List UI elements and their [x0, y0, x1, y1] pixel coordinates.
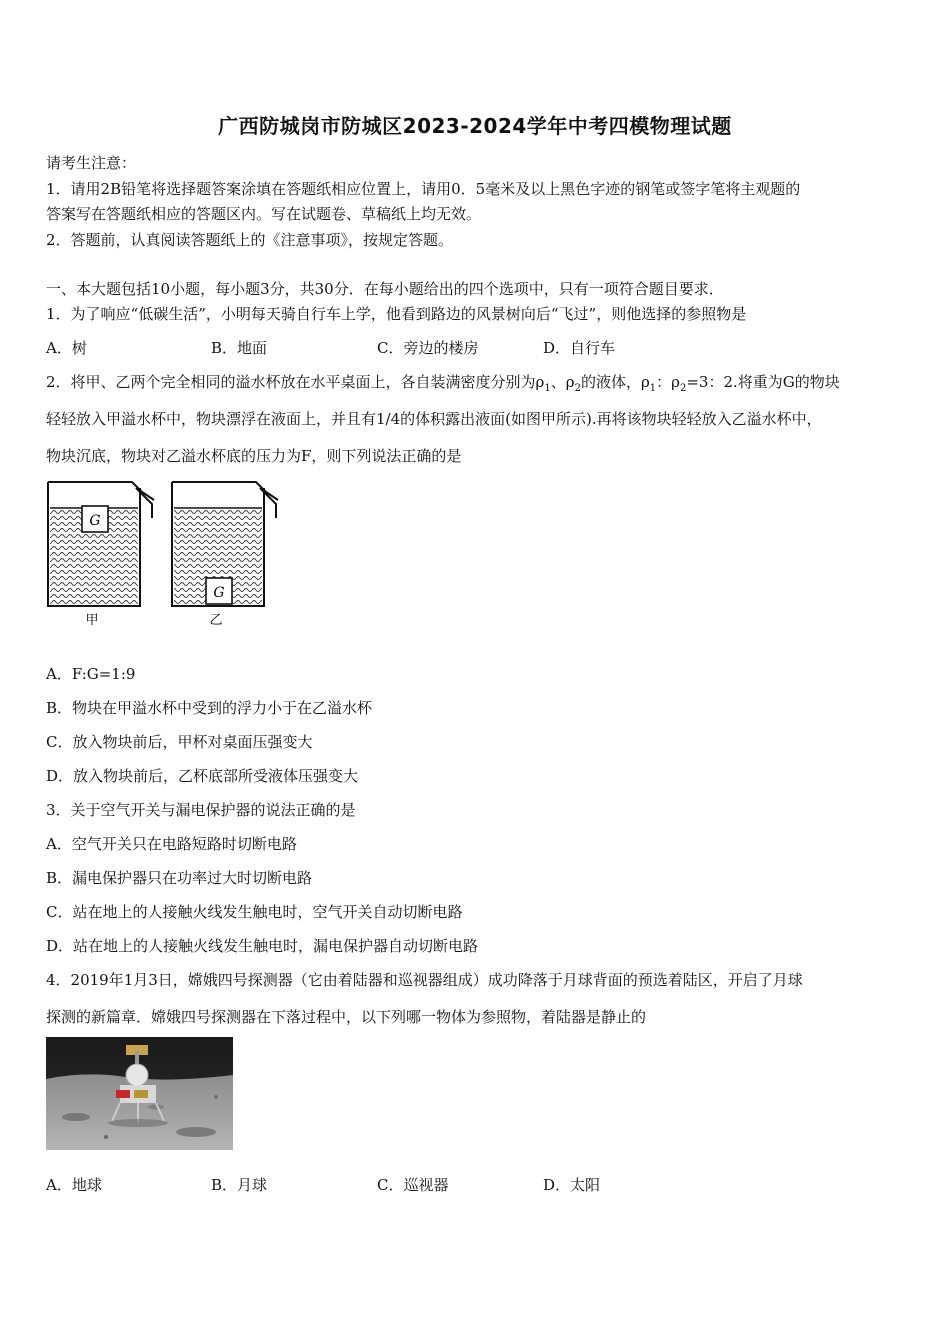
q2-stem-line2: 轻轻放入甲溢水杯中，物块漂浮在液面上，并且有1/4的体积露出液面(如图甲所示).再将该物块轻轻放入乙溢水杯中， — [46, 410, 822, 428]
q4-stem-line2: 探测的新篇章．嫦娥四号探测器在下落过程中，以下列哪一物体为参照物，着陆器是静止的 — [46, 1008, 647, 1026]
q1-option-a: A．树 — [46, 339, 87, 357]
lunar-lander-photo — [46, 1037, 233, 1150]
cup-jia — [48, 482, 154, 628]
q4-option-a: A．地球 — [46, 1176, 102, 1194]
cup-label-yi: 乙 — [209, 613, 223, 628]
q3-option-b: B．漏电保护器只在功率过大时切断电路 — [46, 869, 313, 887]
notice-heading: 请考生注意： — [46, 154, 137, 172]
q2-option-c: C．放入物块前后，甲杯对桌面压强变大 — [46, 733, 313, 751]
q4-option-d: D．太阳 — [543, 1176, 601, 1194]
q2-option-a: A．F:G=1:9 — [46, 665, 136, 683]
q3-stem: 3．关于空气开关与漏电保护器的说法正确的是 — [46, 801, 356, 819]
q4-stem-line1: 4．2019年1月3日，嫦娥四号探测器（它由着陆器和巡视器组成）成功降落于月球背面的预选着陆区，开启了月球 — [46, 971, 803, 989]
section-heading: 一、本大题包括10小题，每小题3分，共30分．在每小题给出的四个选项中，只有一项符合题目要求． — [46, 280, 724, 298]
q4-option-b: B．月球 — [211, 1176, 268, 1194]
q4-option-c: C．巡视器 — [377, 1176, 449, 1194]
page-title: 广西防城岗市防城区2023-2024学年中考四模物理试题 — [218, 114, 732, 138]
cup-yi — [172, 482, 278, 628]
block-label-yi: G — [213, 585, 225, 601]
q3-option-d: D．站在地上的人接触火线发生触电时，漏电保护器自动切断电路 — [46, 937, 479, 955]
q1-stem: 1．为了响应“低碳生活”，小明每天骑自行车上学，他看到路边的风景树向后“飞过”，则他选择的参照物是 — [46, 305, 747, 323]
q2-option-d: D．放入物块前后，乙杯底部所受液体压强变大 — [46, 767, 359, 785]
notice-item-1: 1．请用2B铅笔将选择题答案涂填在答题纸相应位置上，请用0．5毫米及以上黑色字迹的钢笔或签字笔将主观题的 — [46, 180, 801, 198]
notice-item-2: 2．答题前，认真阅读答题纸上的《注意事项》，按规定答题。 — [46, 231, 454, 249]
q1-option-c: C．旁边的楼房 — [377, 339, 479, 357]
overflow-cups-figure — [44, 478, 284, 628]
cup-label-jia: 甲 — [85, 613, 99, 628]
q3-option-a: A．空气开关只在电路短路时切断电路 — [46, 835, 297, 853]
q2-option-b: B．物块在甲溢水杯中受到的浮力小于在乙溢水杯 — [46, 699, 373, 717]
q2-stem-line1: 2．将甲、乙两个完全相同的溢水杯放在水平桌面上，各自装满密度分别为$\rho_1$、$\rho_2$的液体，$\rho_1$：$\rho_2=3$：2.将重为G的物块 — [46, 373, 840, 394]
notice-item-1-cont: 答案写在答题纸相应的答题区内。写在试题卷、草稿纸上均无效。 — [46, 205, 482, 223]
q3-option-c: C．站在地上的人接触火线发生触电时，空气开关自动切断电路 — [46, 903, 463, 921]
q1-option-d: D．自行车 — [543, 339, 616, 357]
block-label-jia: G — [89, 513, 101, 529]
q1-option-b: B．地面 — [211, 339, 268, 357]
q2-stem-line3: 物块沉底，物块对乙溢水杯底的压力为F，则下列说法正确的是 — [46, 447, 462, 465]
